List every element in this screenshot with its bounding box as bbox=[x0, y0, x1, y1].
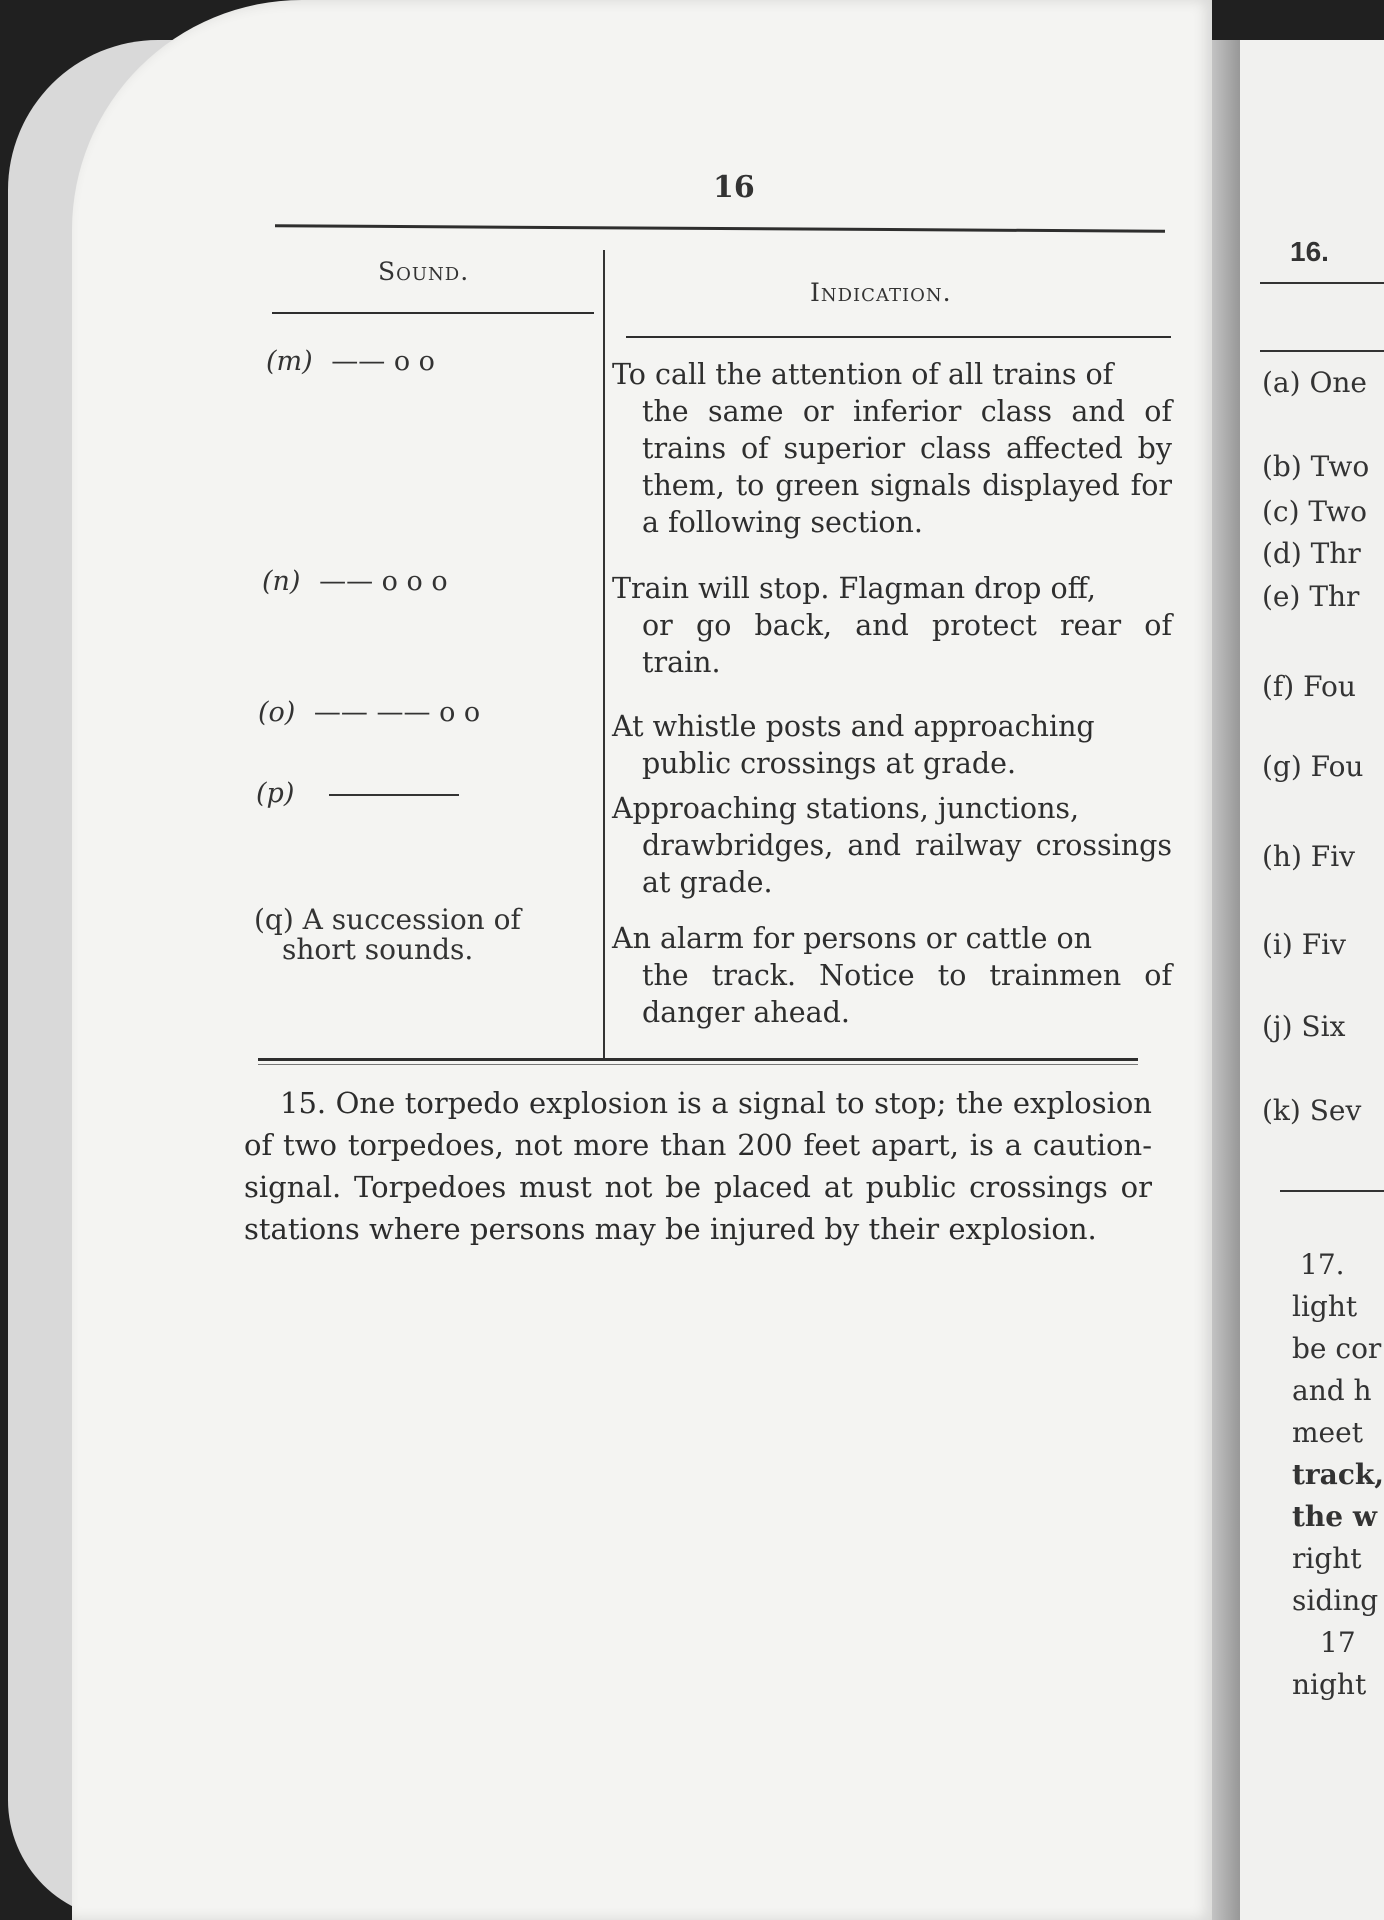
indication-continuation: the same or inferior class and of trains of superior class affected by them, to green signals displayed for a following section. bbox=[642, 395, 1172, 539]
right-text-line: 17 bbox=[1320, 1626, 1356, 1659]
header-indication: Indication. bbox=[810, 278, 952, 307]
indication-m bbox=[612, 356, 1172, 541]
right-item-i: (i) Fiv bbox=[1262, 928, 1346, 961]
right-text-line: 17. bbox=[1300, 1248, 1345, 1281]
sound-o bbox=[258, 697, 480, 728]
sound-pattern: —— o o o bbox=[319, 566, 448, 597]
indication-continuation: the track. Notice to trainmen of danger ahead. bbox=[642, 959, 1172, 1029]
sound-n bbox=[262, 566, 448, 597]
indication-header-rule bbox=[626, 336, 1171, 338]
sound-pattern: —— —— o o bbox=[313, 697, 481, 728]
indication-p bbox=[612, 790, 1172, 901]
right-text-line: be cor bbox=[1292, 1332, 1382, 1365]
right-item-j: (j) Six bbox=[1262, 1010, 1346, 1043]
indication-first-line: At whistle posts and approaching bbox=[612, 710, 1095, 743]
sound-label: (m) bbox=[266, 346, 313, 377]
page-number: 16 bbox=[713, 170, 755, 205]
indication-first-line: To call the attention of all trains of bbox=[612, 358, 1114, 391]
indication-continuation: drawbridges, and railway crossings at grade. bbox=[642, 829, 1172, 899]
paragraph-15: 15. One torpedo explosion is a signal to stop; the explosion of two torpedoes, not more than 200 feet apart, is a caution-signal. Torpedoes must not be placed at public crossings or stations where persons may be injured by their explosion. bbox=[244, 1086, 1152, 1246]
right-section-rule bbox=[1280, 1190, 1384, 1192]
right-item-g: (g) Fou bbox=[1262, 750, 1364, 783]
sound-label: (o) bbox=[258, 697, 296, 728]
right-header-rule bbox=[1260, 282, 1384, 284]
sound-p bbox=[256, 778, 459, 809]
indication-continuation: public crossings at grade. bbox=[642, 747, 1017, 780]
right-text-line: the w bbox=[1292, 1500, 1377, 1533]
sound-m bbox=[266, 346, 435, 377]
right-item-d: (d) Thr bbox=[1262, 537, 1361, 570]
sound-q bbox=[254, 905, 521, 965]
right-subheader-rule bbox=[1260, 350, 1384, 352]
right-text-line: night bbox=[1292, 1668, 1367, 1701]
right-item-a: (a) One bbox=[1262, 366, 1367, 399]
right-item-h: (h) Fiv bbox=[1262, 840, 1355, 873]
indication-q bbox=[612, 920, 1172, 1031]
header-sound: Sound. bbox=[378, 257, 470, 286]
right-text-line: siding bbox=[1292, 1584, 1379, 1617]
indication-first-line: Train will stop. Flagman drop off, bbox=[612, 572, 1096, 605]
right-item-f: (f) Fou bbox=[1262, 670, 1356, 703]
right-item-b: (b) Two bbox=[1262, 450, 1370, 483]
sound-header-rule bbox=[272, 312, 594, 314]
right-text-line: and h bbox=[1292, 1374, 1372, 1407]
indication-n bbox=[612, 570, 1172, 681]
indication-first-line: An alarm for persons or cattle on bbox=[612, 922, 1093, 955]
indication-first-line: Approaching stations, junctions, bbox=[612, 792, 1080, 825]
right-text-line: meet bbox=[1292, 1416, 1363, 1449]
sound-label: (q) A succession of bbox=[254, 903, 521, 936]
right-page bbox=[1240, 40, 1384, 1920]
sound-pattern: —— o o bbox=[331, 346, 435, 377]
indication-o bbox=[612, 708, 1172, 782]
table-bottom-rule-thin bbox=[258, 1064, 1138, 1065]
column-divider bbox=[603, 250, 605, 1060]
right-text-line: right bbox=[1292, 1542, 1362, 1575]
indication-continuation: or go back, and protect rear of train. bbox=[642, 609, 1172, 679]
right-page-number: 16. bbox=[1290, 236, 1329, 267]
long-dash bbox=[329, 794, 459, 796]
right-item-c: (c) Two bbox=[1262, 495, 1367, 528]
table-bottom-rule bbox=[258, 1058, 1138, 1061]
sound-pattern: short sounds. bbox=[282, 933, 474, 966]
right-text-line: light bbox=[1292, 1290, 1358, 1323]
right-text-line: track, bbox=[1292, 1458, 1384, 1491]
sound-label: (n) bbox=[262, 566, 301, 597]
right-item-e: (e) Thr bbox=[1262, 580, 1360, 613]
right-item-k: (k) Sev bbox=[1262, 1094, 1362, 1127]
sound-label: (p) bbox=[256, 778, 295, 809]
